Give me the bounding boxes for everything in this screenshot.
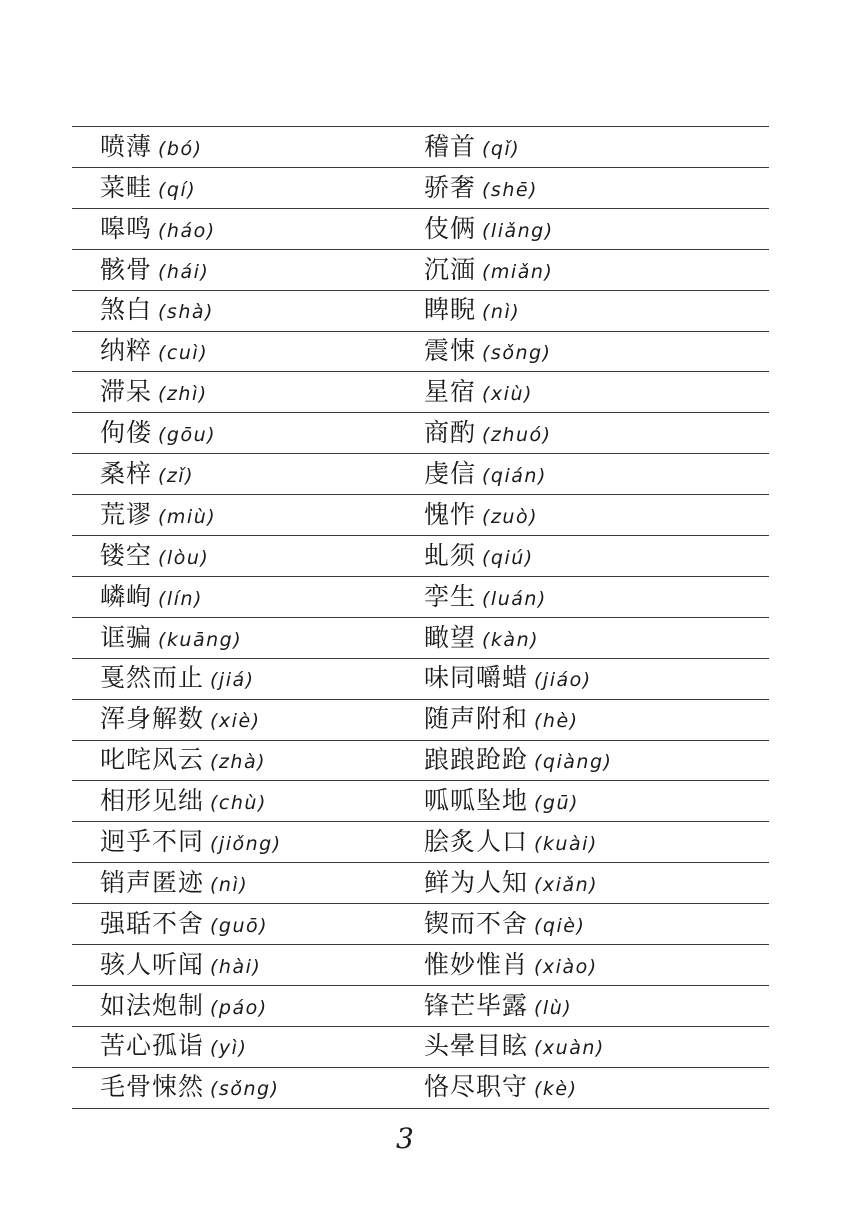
right-entry: [424, 495, 538, 531]
pinyin: (gū): [534, 792, 579, 815]
pinyin: (kuài): [534, 833, 598, 856]
ruled-line: [72, 1108, 769, 1109]
list-item: [72, 535, 769, 576]
pinyin: (luán): [482, 587, 547, 610]
word: 锲而不舍: [424, 908, 529, 938]
word: 如法炮制: [100, 990, 205, 1020]
right-entry: [424, 454, 547, 490]
word: 骸骨: [100, 254, 153, 284]
list-item: [72, 1066, 769, 1107]
list-item: [72, 698, 769, 739]
word: 骇人听闻: [100, 949, 205, 979]
pinyin: (hái): [158, 260, 210, 283]
word: 虬须: [424, 540, 477, 570]
list-item: [72, 617, 769, 658]
pinyin: (zhuó): [482, 424, 552, 447]
word: 强聒不舍: [100, 908, 205, 938]
word: 浑身解数: [100, 704, 205, 734]
right-entry: [424, 1026, 605, 1062]
word: 嶙峋: [100, 581, 153, 611]
right-entry: [424, 250, 553, 286]
list-item: [72, 494, 769, 535]
word: 睥睨: [424, 295, 477, 325]
word: 头晕目眩: [424, 1031, 529, 1061]
word: 锋芒毕露: [424, 990, 529, 1020]
list-item: [72, 944, 769, 985]
right-entry: [424, 127, 520, 163]
pinyin: (jiǒng): [210, 833, 282, 856]
pinyin: (hài): [210, 955, 262, 978]
right-entry: [424, 863, 598, 899]
word: 骄奢: [424, 172, 477, 202]
word: 随声附和: [424, 704, 529, 734]
word: 鲜为人知: [424, 867, 529, 897]
word: 迥乎不同: [100, 827, 205, 857]
pinyin: (lòu): [158, 546, 210, 569]
left-entry: [100, 1067, 279, 1103]
pinyin: (kè): [534, 1078, 578, 1101]
word: 惟妙惟肖: [424, 949, 529, 979]
pinyin: (sǒng): [210, 1078, 280, 1101]
list-item: [72, 903, 769, 944]
right-entry: [424, 413, 552, 449]
pinyin: (zuò): [482, 505, 538, 528]
pinyin: (qián): [482, 465, 547, 488]
left-entry: [100, 290, 214, 326]
left-entry: [100, 863, 248, 899]
pinyin: (miǎn): [482, 260, 554, 283]
pinyin: (sǒng): [482, 342, 552, 365]
pinyin: (hè): [534, 710, 579, 733]
word: 苦心孤诣: [100, 1031, 205, 1061]
word: 愧怍: [424, 499, 477, 529]
right-entry: [424, 822, 598, 858]
list-item: [72, 330, 769, 371]
left-entry: [100, 699, 261, 735]
list-item: [72, 739, 769, 780]
pinyin: (qiú): [482, 546, 534, 569]
word: 煞白: [100, 295, 153, 325]
word: 桑梓: [100, 459, 153, 489]
word: 销声匿迹: [100, 867, 205, 897]
right-entry: [424, 945, 598, 981]
pinyin: (kuāng): [158, 628, 243, 651]
right-entry: [424, 536, 534, 572]
pinyin: (lín): [158, 587, 203, 610]
pinyin: (qiè): [534, 914, 586, 937]
list-item: [72, 208, 769, 249]
left-entry: [100, 904, 268, 940]
pinyin: (xiào): [534, 955, 598, 978]
right-entry: [424, 1067, 578, 1103]
word: 沉湎: [424, 254, 477, 284]
list-item: [72, 821, 769, 862]
word: 踉踉跄跄: [424, 745, 529, 775]
pinyin: (xuàn): [534, 1037, 605, 1060]
right-entry: [424, 168, 538, 204]
list-item: [72, 249, 769, 290]
pinyin: (jiá): [210, 669, 255, 692]
list-item: [72, 780, 769, 821]
pinyin: (guō): [210, 914, 269, 937]
vocabulary-list: [72, 126, 769, 1107]
right-entry: [424, 372, 533, 408]
pinyin: (xiǎn): [534, 873, 599, 896]
pinyin: (nì): [482, 301, 521, 324]
left-entry: [100, 781, 267, 817]
left-entry: [100, 822, 282, 858]
pinyin: (chù): [210, 792, 267, 815]
pinyin: (shà): [158, 301, 214, 324]
word: 戛然而止: [100, 663, 205, 693]
right-entry: [424, 781, 579, 817]
list-item: [72, 1026, 769, 1067]
right-entry: [424, 577, 547, 613]
pinyin: (liǎng): [482, 219, 554, 242]
word: 脍炙人口: [424, 827, 529, 857]
list-item: [72, 576, 769, 617]
word: 喷薄: [100, 131, 153, 161]
word: 滞呆: [100, 377, 153, 407]
pinyin: (lù): [534, 996, 573, 1019]
word: 佝偻: [100, 418, 153, 448]
left-entry: [100, 250, 209, 286]
word: 镂空: [100, 540, 153, 570]
left-entry: [100, 413, 216, 449]
pinyin: (xiù): [482, 383, 533, 406]
pinyin: (zhà): [210, 751, 266, 774]
word: 相形见绌: [100, 786, 205, 816]
word: 星宿: [424, 377, 477, 407]
list-item: [72, 412, 769, 453]
list-item: [72, 862, 769, 903]
pinyin: (qiàng): [534, 751, 613, 774]
right-entry: [424, 658, 592, 694]
word: 震悚: [424, 336, 477, 366]
right-entry: [424, 290, 520, 326]
right-entry: [424, 209, 554, 245]
pinyin: (qí): [158, 178, 197, 201]
right-entry: [424, 904, 585, 940]
left-entry: [100, 536, 209, 572]
list-item: [72, 126, 769, 167]
word: 毛骨悚然: [100, 1072, 205, 1102]
list-item: [72, 167, 769, 208]
word: 瞰望: [424, 622, 477, 652]
word: 孪生: [424, 581, 477, 611]
word: 伎俩: [424, 213, 477, 243]
right-entry: [424, 986, 572, 1022]
word: 呱呱坠地: [424, 786, 529, 816]
list-item: [72, 985, 769, 1026]
word: 恪尽职守: [424, 1072, 529, 1102]
pinyin: (kàn): [482, 628, 540, 651]
pinyin: (cuì): [158, 342, 209, 365]
word: 菜畦: [100, 172, 153, 202]
pinyin: (zhì): [158, 383, 208, 406]
left-entry: [100, 1026, 247, 1062]
left-entry: [100, 372, 208, 408]
pinyin: (qǐ): [482, 137, 521, 160]
left-entry: [100, 945, 261, 981]
pinyin: (háo): [158, 219, 216, 242]
word: 荒谬: [100, 499, 153, 529]
page-number: 3: [396, 1122, 414, 1155]
left-entry: [100, 577, 203, 613]
pinyin: (páo): [210, 996, 268, 1019]
pinyin: (yì): [210, 1037, 248, 1060]
pinyin: (shē): [482, 178, 538, 201]
right-entry: [424, 618, 539, 654]
word: 叱咤风云: [100, 745, 205, 775]
right-entry: [424, 740, 612, 776]
list-item: [72, 371, 769, 412]
word: 稽首: [424, 131, 477, 161]
pinyin: (bó): [158, 137, 203, 160]
left-entry: [100, 986, 268, 1022]
list-item: [72, 658, 769, 699]
pinyin: (nì): [210, 873, 249, 896]
list-item: [72, 453, 769, 494]
left-entry: [100, 495, 216, 531]
pinyin: (miù): [158, 505, 217, 528]
pinyin: (gōu): [158, 424, 217, 447]
left-entry: [100, 331, 208, 367]
word: 纳粹: [100, 336, 153, 366]
word: 嗥鸣: [100, 213, 153, 243]
left-entry: [100, 209, 216, 245]
left-entry: [100, 454, 194, 490]
word: 诓骗: [100, 622, 153, 652]
right-entry: [424, 331, 551, 367]
word: 虔信: [424, 459, 477, 489]
pinyin: (xiè): [210, 710, 261, 733]
word: 味同嚼蜡: [424, 663, 529, 693]
pinyin: (jiáo): [534, 669, 592, 692]
left-entry: [100, 658, 255, 694]
left-entry: [100, 127, 203, 163]
left-entry: [100, 740, 266, 776]
left-entry: [100, 618, 242, 654]
list-item: [72, 290, 769, 331]
pinyin: (zǐ): [158, 465, 195, 488]
right-entry: [424, 699, 579, 735]
word: 商酌: [424, 418, 477, 448]
left-entry: [100, 168, 196, 204]
